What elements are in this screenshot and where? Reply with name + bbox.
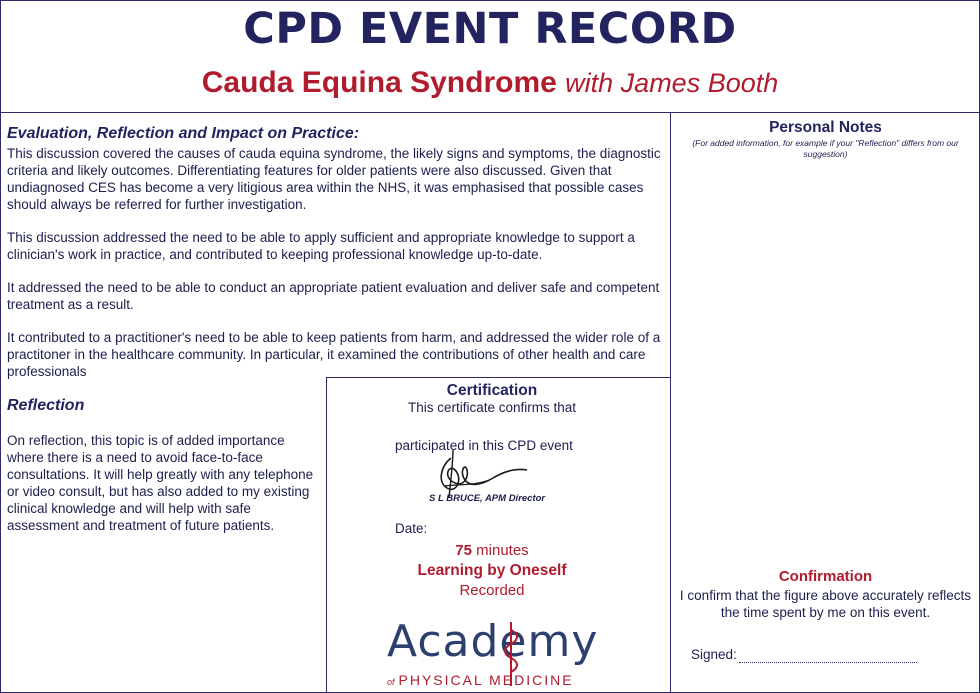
logo-wordmark: Academy (387, 616, 599, 667)
date-label: Date: (395, 521, 428, 536)
duration-minutes (327, 542, 657, 559)
recorded-status: Recorded (459, 582, 525, 599)
personal-notes-subtitle: (For added information, for example if your "Reflection" differs from our suggestion) (692, 138, 959, 159)
confirmation-text: I confirm that the figure above accurately reflects the time spent by me on this event. (679, 588, 972, 620)
signed-label: Signed: (691, 647, 737, 662)
minutes-unit: minutes (476, 542, 529, 559)
page-title: CPD EVENT RECORD (243, 4, 737, 54)
logo-sub-text: PHYSICAL MEDICINE (398, 672, 574, 688)
signatory-caption: S L BRUCE, APM Director (429, 493, 546, 504)
evaluation-paragraph: It addressed the need to be able to conduct an appropriate patient evaluation and deliver safe and competent treatment as a result. (7, 280, 660, 312)
certification-line-confirms: This certificate confirms that (407, 400, 577, 415)
personal-notes-column (671, 113, 980, 693)
signature-line[interactable] (739, 662, 917, 663)
logo-subtitle (387, 672, 601, 688)
evaluation-paragraph: It contributed to a practitioner's need to be able to keep patients from harm, and addressed the wider role of a practitoner in the healthcare community. In particular, it examined the contributions of other health and care professionals (7, 330, 661, 379)
personal-notes-title: Personal Notes (769, 119, 882, 136)
certification-line-participated: participated in this CPD event (395, 438, 573, 453)
minutes-value: 75 (455, 542, 472, 559)
evaluation-paragraph: This discussion addressed the need to be able to apply sufficient and appropriate knowledge to support a clinician's work in practice, and contributed to keeping professional knowledge up-to-date. (7, 230, 635, 262)
event-topic: Cauda Equina Syndrome (201, 66, 557, 99)
event-presenter: with James Booth (565, 68, 779, 98)
reflection-heading: Reflection (7, 397, 85, 414)
academy-logo (387, 616, 601, 690)
reflection-text: On reflection, this topic is of added importance where there is a need to avoid face-to-face consultations. It will help greatly with any telephone or video consult, but has also added to my existing clinical knowledge and will help with safe assessment and treatment of future patients. (7, 433, 314, 533)
confirmation-title: Confirmation (778, 568, 873, 585)
learning-mode: Learning by Oneself (417, 562, 567, 579)
logo-of: of (387, 677, 395, 687)
header (0, 0, 980, 113)
certification-title: Certification (446, 382, 538, 399)
evaluation-column (0, 113, 671, 693)
evaluation-paragraph: This discussion covered the causes of cauda equina syndrome, the likely signs and symptoms, the diagnostic criteria and likely outcomes. Differentiating features for older patients were also discussed. Given that undiagnosed CES has become a very litigious area within the NHS, it was emphasised that possible cases should always be referred for further investigation. (7, 146, 661, 212)
certification-box (326, 377, 671, 693)
evaluation-heading: Evaluation, Reflection and Impact on Practice: (7, 125, 360, 142)
event-subtitle (0, 66, 980, 100)
